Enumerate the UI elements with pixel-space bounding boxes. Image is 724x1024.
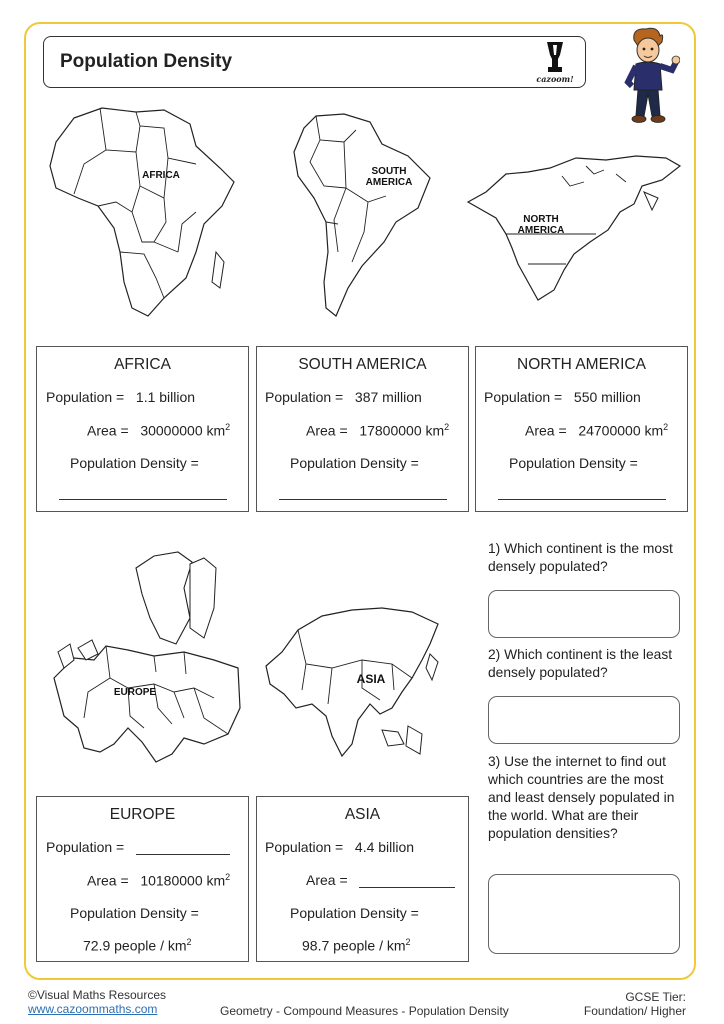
page-title: Population Density — [60, 51, 233, 72]
africa-card — [36, 346, 249, 512]
asia-population-row — [265, 839, 414, 855]
south-america-area-row — [306, 422, 449, 439]
south-america-population-row — [265, 389, 422, 405]
africa-map — [44, 102, 240, 320]
question-2: 2) Which continent is the least densely populated? — [488, 647, 673, 680]
area-unit-exponent: 2 — [225, 422, 231, 432]
footer-tier-value: Foundation/ Higher — [583, 1004, 686, 1018]
question-3: 3) Use the internet to find out which countries are the most and least densely populated in the world. What are their population densities? — [488, 754, 675, 841]
density-label: Population Density = — [70, 905, 199, 921]
europe-map — [44, 548, 244, 774]
footer-copyright: ©Visual Maths Resources — [28, 988, 167, 1002]
density-unit-exponent: 2 — [186, 937, 192, 947]
south-america-card-title: SOUTH AMERICA — [298, 356, 427, 373]
asia-map-label: ASIA — [356, 672, 386, 686]
logo-text: cazoom! — [536, 74, 574, 84]
south-america-area-value: 17800000 km — [359, 422, 445, 439]
europe-density-value: 72.9 people / km — [83, 937, 187, 954]
trophy-icon — [545, 41, 565, 73]
footer-topic: Geometry - Compound Measures - Population Density — [220, 1004, 509, 1018]
question-2-answer-box[interactable] — [488, 696, 680, 744]
asia-population-value: 4.4 billion — [354, 839, 415, 855]
south-america-card — [256, 346, 469, 512]
north-america-area-row — [525, 422, 668, 439]
north-america-density-answer-line[interactable] — [498, 499, 666, 500]
africa-map-label: AFRICA — [142, 170, 180, 181]
south-america-map-label — [354, 166, 424, 188]
europe-area-row — [87, 872, 230, 889]
africa-population-row — [46, 389, 195, 405]
north-america-population-row — [484, 389, 641, 405]
cazoom-logo — [533, 41, 577, 83]
africa-population-value: 1.1 billion — [135, 389, 196, 405]
africa-card-title: AFRICA — [114, 356, 171, 373]
north-america-map-label-line1: NORTH — [523, 214, 559, 225]
population-label: Population = — [46, 389, 125, 405]
question-3-answer-box[interactable] — [488, 874, 680, 954]
density-unit-exponent: 2 — [405, 937, 411, 947]
area-label: Area = — [306, 422, 348, 439]
footer-tier-label: GCSE Tier: — [625, 990, 686, 1004]
south-america-map-label-line2: AMERICA — [365, 177, 413, 188]
question-1-answer-box[interactable] — [488, 590, 680, 638]
south-america-map-label-line1: SOUTH — [371, 166, 407, 177]
population-label: Population = — [46, 839, 125, 855]
asia-area-row — [306, 872, 455, 888]
footer-website-link[interactable]: www.cazoommaths.com — [28, 1002, 158, 1016]
population-label: Population = — [265, 839, 344, 855]
north-america-population-value: 550 million — [573, 389, 641, 405]
density-label: Population Density = — [70, 455, 199, 471]
south-america-map — [290, 112, 436, 320]
title-bar — [43, 36, 586, 88]
area-unit-exponent: 2 — [663, 422, 669, 432]
population-label: Population = — [484, 389, 563, 405]
area-unit-exponent: 2 — [444, 422, 450, 432]
south-america-population-value: 387 million — [354, 389, 422, 405]
area-label: Area = — [87, 872, 129, 889]
population-label: Population = — [265, 389, 344, 405]
europe-map-label: EUROPE — [113, 687, 157, 698]
africa-area-value: 30000000 km — [140, 422, 226, 439]
mascot-illustration — [618, 26, 680, 126]
europe-card — [36, 796, 249, 962]
asia-density-value-row — [302, 937, 411, 954]
asia-map — [262, 604, 442, 770]
europe-population-blank[interactable] — [136, 840, 230, 855]
question-1: 1) Which continent is the most densely populated? — [488, 541, 673, 574]
asia-density-value: 98.7 people / km — [302, 937, 406, 954]
africa-area-row — [87, 422, 230, 439]
north-america-card — [475, 346, 688, 512]
europe-density-value-row — [83, 937, 192, 954]
density-label: Population Density = — [290, 455, 419, 471]
north-america-area-value: 24700000 km — [578, 422, 664, 439]
europe-area-value: 10180000 km — [140, 872, 226, 889]
europe-card-title: EUROPE — [109, 806, 176, 823]
south-america-density-answer-line[interactable] — [279, 499, 447, 500]
area-label: Area = — [525, 422, 567, 439]
north-america-card-title: NORTH AMERICA — [517, 356, 646, 373]
area-label: Area = — [306, 872, 348, 888]
north-america-map-label-line2: AMERICA — [517, 225, 565, 236]
area-label: Area = — [87, 422, 129, 439]
north-america-map-label — [510, 214, 572, 236]
density-label: Population Density = — [290, 905, 419, 921]
africa-density-answer-line[interactable] — [59, 499, 227, 500]
europe-population-row — [46, 839, 230, 855]
area-unit-exponent: 2 — [225, 872, 231, 882]
asia-card-title: ASIA — [344, 806, 381, 823]
north-america-map — [466, 152, 684, 302]
asia-card — [256, 796, 469, 962]
asia-area-blank[interactable] — [359, 873, 455, 888]
density-label: Population Density = — [509, 455, 638, 471]
